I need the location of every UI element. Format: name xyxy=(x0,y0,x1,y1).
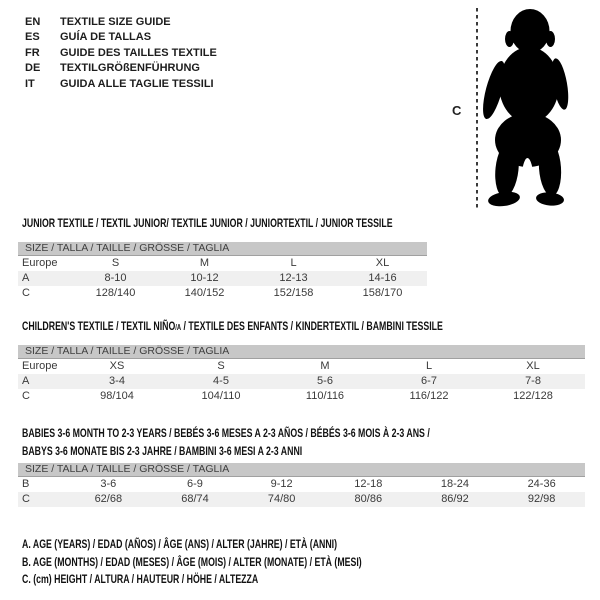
table-row-c xyxy=(18,286,427,301)
legend-line-b: B. AGE (MONTHS) / EDAD (MESES) / ÂGE (MOIS) / ALTER (MONATE) / ETÀ (MESI) xyxy=(22,554,362,569)
size-cell: 128/140 xyxy=(95,287,136,299)
size-cell: 104/110 xyxy=(201,390,241,402)
size-cell: 7-8 xyxy=(481,374,585,389)
babies-title-line2: BABYS 3-6 MONATE BIS 2-3 JAHRE / BAMBINI 3-6 MESI A 2-3 ANNI xyxy=(22,443,303,458)
language-code: ES xyxy=(25,31,40,44)
size-cell: L xyxy=(290,257,297,269)
size-cell: M xyxy=(199,257,210,269)
babies-title-line1: BABIES 3-6 MONTH TO 2-3 YEARS / BEBÉS 3-6 MESES A 2-3 AÑOS / BÉBÉS 3-6 MOIS À 2-3 ANS / xyxy=(22,426,430,440)
size-cell: 12-13 xyxy=(249,271,338,286)
size-cell: 18-24 xyxy=(440,478,470,490)
row-label: A xyxy=(18,271,71,286)
children-section-title xyxy=(22,318,443,337)
language-title: TEXTILGRÖßENFÜHRUNG xyxy=(60,62,200,75)
language-row xyxy=(25,30,217,45)
size-cell: 140/152 xyxy=(184,287,225,299)
table-row-b xyxy=(18,477,585,493)
children-title-text: / TEXTILE DES ENFANTS / KINDERTEXTIL / BAMBINI TESSILE xyxy=(181,319,443,333)
table-row-a xyxy=(18,271,427,286)
size-cell: 68/74 xyxy=(152,492,239,507)
language-title: TEXTILE SIZE GUIDE xyxy=(60,16,171,28)
size-cell: 98/104 xyxy=(100,390,134,402)
height-dotted-line xyxy=(476,8,478,208)
language-title: GUIDA ALLE TAGLIE TESSILI xyxy=(60,77,214,90)
size-header-bar: SIZE / TALLA / TAILLE / GRÖSSE / TAGLIA xyxy=(18,345,585,359)
language-title: GUIDE DES TAILLES TEXTILE xyxy=(60,46,217,59)
size-cell: 24-36 xyxy=(527,478,556,490)
size-cell: XS xyxy=(109,360,125,372)
size-cell: 110/116 xyxy=(305,390,345,402)
legend-line-c: C. (cm) HEIGHT / ALTURA / HAUTEUR / HÖHE / ALTEZZA xyxy=(22,572,259,586)
language-row xyxy=(25,61,217,76)
size-cell: M xyxy=(320,360,330,372)
size-cell: 8-10 xyxy=(71,271,160,286)
table-row-c xyxy=(18,389,585,404)
size-cell: XL xyxy=(375,257,390,269)
size-cell: 12-18 xyxy=(354,478,383,490)
size-cell: XL xyxy=(526,360,540,372)
size-cell: 92/98 xyxy=(498,492,585,507)
language-code: EN xyxy=(25,16,41,28)
size-cell: 3-4 xyxy=(65,374,169,389)
size-header-row xyxy=(18,463,585,477)
size-cell: 80/86 xyxy=(325,492,412,507)
size-cell: 152/158 xyxy=(273,287,314,299)
babies-size-table xyxy=(18,463,585,507)
size-cell: 116/122 xyxy=(409,390,449,402)
language-row xyxy=(25,15,217,30)
size-header-bar: SIZE / TALLA / TAILLE / GRÖSSE / TAGLIA xyxy=(18,463,585,477)
size-cell: 10-12 xyxy=(160,271,249,286)
legend-line-a: A. AGE (YEARS) / EDAD (AÑOS) / ÂGE (ANS) / ALTER (JAHRE) / ETÀ (ANNI) xyxy=(22,537,338,551)
row-label: C xyxy=(22,287,30,299)
size-cell: S xyxy=(217,360,225,372)
language-title: GUÍA DE TALLAS xyxy=(60,31,152,44)
size-cell: S xyxy=(111,257,120,269)
junior-size-table xyxy=(18,242,427,301)
size-header-bar: SIZE / TALLA / TAILLE / GRÖSSE / TAGLIA xyxy=(18,242,427,256)
children-size-table xyxy=(18,345,585,404)
children-title-subscript: /A xyxy=(175,323,182,332)
size-header-row xyxy=(18,242,427,256)
height-measure-label: C xyxy=(452,103,462,118)
row-label: B xyxy=(22,478,30,490)
table-row-c xyxy=(18,492,585,507)
measure-legend xyxy=(22,536,362,589)
size-cell: 62/68 xyxy=(65,492,152,507)
language-row xyxy=(25,77,217,92)
language-title-list xyxy=(25,15,217,92)
table-row-a xyxy=(18,374,585,389)
table-row-europe xyxy=(18,256,427,272)
babies-section-title xyxy=(22,425,430,460)
size-cell: 3-6 xyxy=(100,478,117,490)
language-code: IT xyxy=(25,77,35,90)
row-label: Europe xyxy=(22,360,58,372)
row-label: Europe xyxy=(22,257,58,269)
children-title-text: CHILDREN'S TEXTILE / TEXTIL NIÑO xyxy=(22,319,176,333)
junior-section-title: JUNIOR TEXTILE / TEXTIL JUNIOR/ TEXTILE JUNIOR / JUNIORTEXTIL / JUNIOR TESSILE xyxy=(22,216,393,230)
size-cell: 122/128 xyxy=(513,390,553,402)
size-cell: 86/92 xyxy=(412,492,499,507)
language-code: FR xyxy=(25,46,40,59)
size-cell: L xyxy=(425,360,433,372)
baby-silhouette-image xyxy=(480,6,570,208)
row-label: A xyxy=(18,374,65,389)
table-row-europe xyxy=(18,359,585,375)
size-cell: 158/170 xyxy=(362,287,403,299)
size-cell: 5-6 xyxy=(273,374,377,389)
size-cell: 6-9 xyxy=(187,478,203,490)
language-code: DE xyxy=(25,62,41,75)
size-cell: 9-12 xyxy=(270,478,293,490)
size-cell: 4-5 xyxy=(169,374,273,389)
row-label: C xyxy=(22,390,30,402)
size-cell: 6-7 xyxy=(377,374,481,389)
row-label: C xyxy=(18,492,65,507)
size-header-row xyxy=(18,345,585,359)
size-cell: 74/80 xyxy=(238,492,325,507)
size-cell: 14-16 xyxy=(338,271,427,286)
language-row xyxy=(25,46,217,61)
